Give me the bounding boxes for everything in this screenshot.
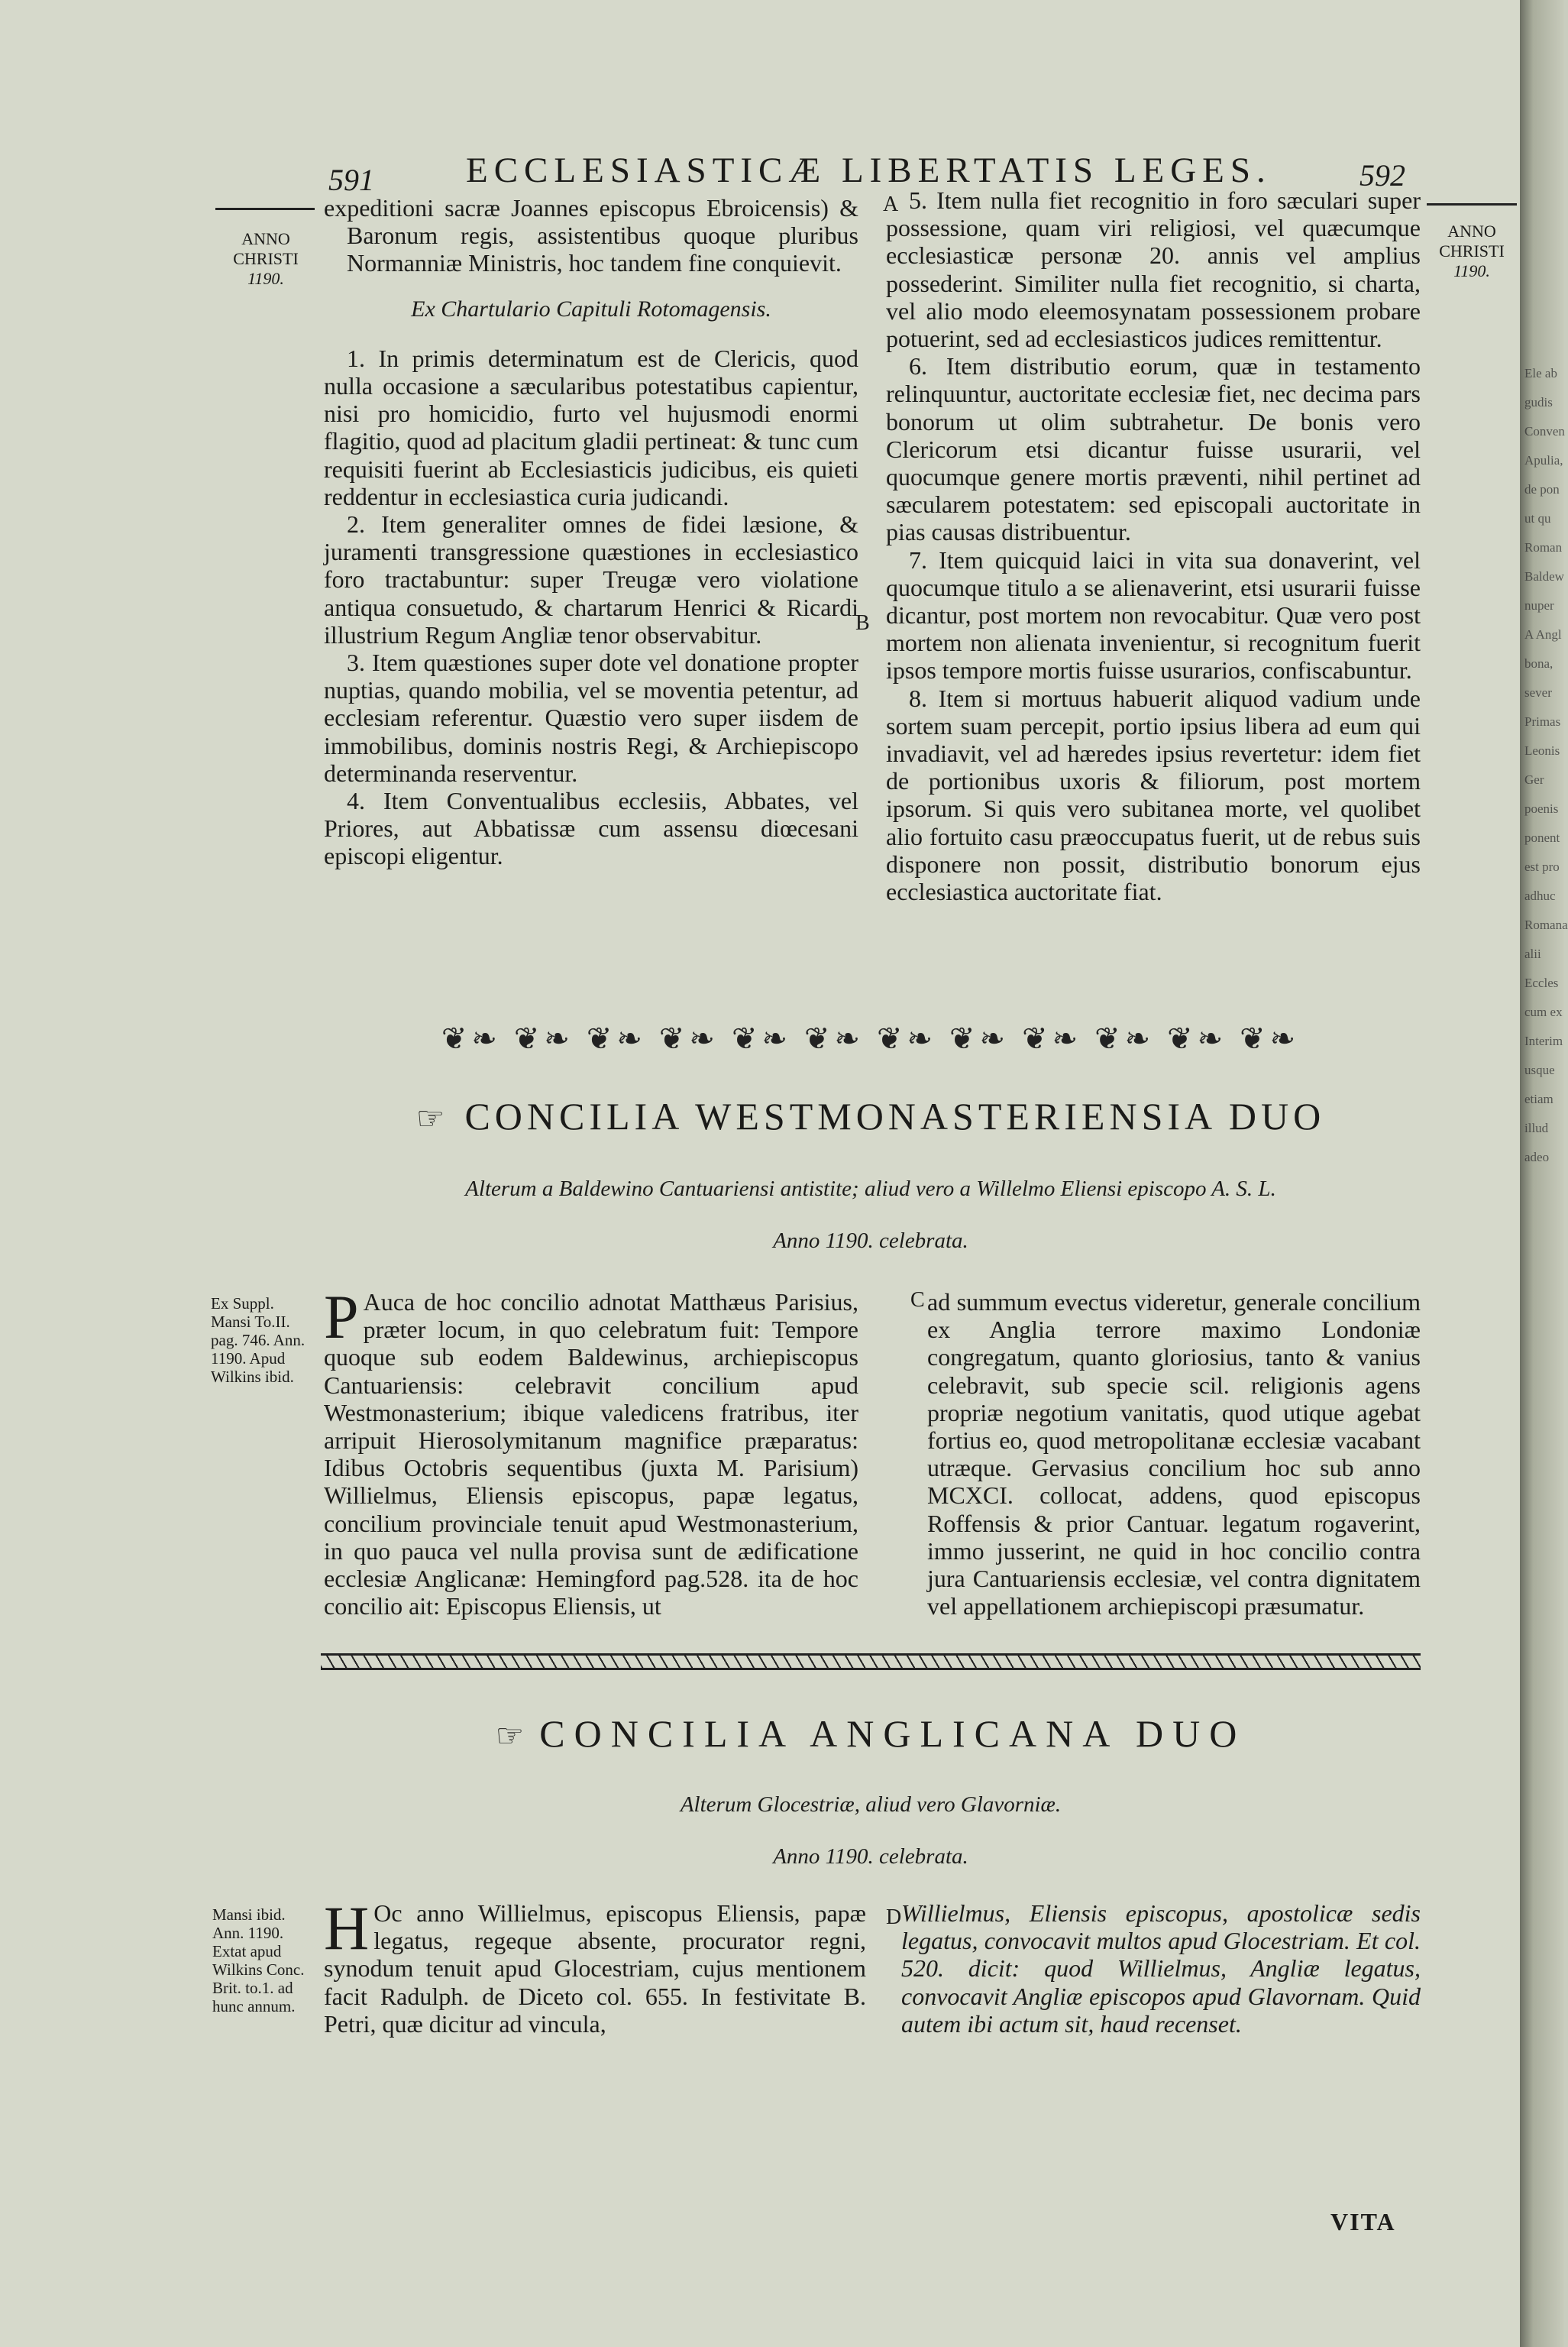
item-7: 7. Item quicquid laici in vita sua donaverint, vel quocumque titulo a se alienaverint, etsi usurarii fuisse dicantur, post mortem non revocabitur. Quæ vero post mortem non alienata invenientur, si recognitum fuerit ipsos tempore mortis fuisse usurarios, confiscabuntur. (886, 545, 1421, 685)
section2-margin-note: Mansi ibid. Ann. 1190. Extat apud Wilkins Conc. Brit. to.1. ad hunc annum. (212, 1905, 305, 2015)
section1-left-body: Auca de hoc concilio adnotat Matthæus Parisius, præter locum, in quo celebratum fuit: Tempore quoque sub eodem Baldewinus, archiepiscopus Cantuariensis: celebravit concilium apud Westmonasterium; ibique valedicens fratribus, iter arripuit Hierosolymitanum magnifice præparatus: Idibus Octobris sequentibus (juxta M. Parisium) Willielmus, Eliensis episcopus, papæ legatus, concilium provinciale tenuit apud Westmonasterium, in quo pauca vel nulla provisa sunt de ædificatione ecclesiæ Anglicanæ: Hemingford pag.528. ita de hoc concilio ait: Episcopus Eliensis, ut (324, 1288, 858, 1620)
section1-left-column (324, 1282, 858, 1620)
column-letter-c: C (910, 1288, 925, 1312)
right-year-note (1427, 222, 1517, 281)
item-4: 4. Item Conventualibus ecclesiis, Abbates, vel Priores, aut Abbatissæ cum assensu diœcesani episcopi eligentur. (324, 787, 858, 870)
facing-page-fragment: Ele ab gudis Conven Apulia, de pon ut qu Roman Baldew nuper A Angl bona, sever Primas Leonis Ger poenis ponent est pro adhuc Romana alii Eccles cum ex Interim usque etiam illud adeo (1524, 366, 1568, 1164)
section1-title: CONCILIA WESTMONASTERIENSIA DUO (464, 1095, 1326, 1138)
left-year-line1: ANNO (241, 229, 290, 248)
section2-left-column (324, 1893, 866, 2038)
section2-right-column (901, 1899, 1421, 2038)
item-5: 5. Item nulla fiet recognitio in foro sæculari super possessione, quam viri religiosi, vel quæcumque ecclesiasticæ personæ 20. annis vel amplius possederint. Similiter nulla fiet recognitio, si charta, vel alio modo eleemosynatam possessionem probare potuerint, sed ad ecclesiasticos judices remittentur. (886, 186, 1421, 353)
left-page-number: 591 (328, 163, 374, 197)
section2-left-text (324, 1893, 866, 2038)
source-line: Ex Chartulario Capituli Rotomagensis. (411, 296, 771, 322)
section1-left-text (324, 1282, 858, 1620)
section2-subtitle: Alterum Glocestriæ, aliud vero Glavorniæ. (680, 1792, 1062, 1817)
item-2: 2. Item generaliter omnes de fidei læsione, & juramenti transgressione quæstiones in ecclesiastico foro tractabuntur: super Treugæ vero violatione antiqua consuetudo, & chartarum Henrici & Ricardi illustrium Regum Angliæ tenor observabitur. (324, 510, 858, 649)
section1-year: Anno 1190. celebrata. (773, 1229, 968, 1253)
left-year-line3: 1190. (247, 269, 284, 288)
left-year-line2: CHRISTI (233, 249, 299, 268)
pointing-hand-icon: ☞ (415, 1102, 450, 1137)
right-year-line3: 1190. (1453, 261, 1490, 280)
column-letter-b: B (855, 611, 870, 635)
section2-right-text: Willielmus, Eliensis episcopus, apostolicæ sedis legatus, convocavit multos apud Glocestriam. Et col. 520. dicit: quod Willielmus, Angliæ legatus, convocavit Angliæ episcopos apud Glavornam. Quid autem ibi actum sit, haud recenset. (901, 1899, 1421, 2038)
running-head: ECCLESIASTICÆ LIBERTATIS LEGES. (466, 151, 1272, 190)
section2-dropcap: H (324, 1893, 370, 1963)
section2-title: CONCILIA ANGLICANA DUO (539, 1712, 1246, 1755)
ornament-row: ❦❧ ❦❧ ❦❧ ❦❧ ❦❧ ❦❧ ❦❧ ❦❧ ❦❧ ❦❧ ❦❧ ❦❧ (441, 1021, 1301, 1056)
item-1: 1. In primis determinatum est de Clericis, quod nulla occasione a sæcularibus potestatibus capientur, nisi pro homicidio, furto vel hujusmodi enormi flagitio, quod ad placitum gladii pertineat: & tunc cum requisiti fuerint ab Ecclesiasticis judicibus, eis quieti reddentur in ecclesiastica curia judicandi. (324, 344, 858, 510)
column-letter-a: A (883, 193, 899, 216)
left-column (324, 194, 858, 870)
item-3: 3. Item quæstiones super dote vel donatione propter nuptias, quando mobilia, vel se moventia petentur, ad ecclesiam referentur. Quæstio vero super iisdem de immobilibus, dominis nostris Regi, & Archiepiscopo determinanda reserventur. (324, 649, 858, 787)
left-dash-rule (215, 208, 315, 210)
right-dash-rule (1427, 203, 1517, 206)
catchword: VITA (1330, 2208, 1396, 2235)
section2-left-body: Oc anno Willielmus, episcopus Eliensis, papæ legatus, regeque absente, procurator regni, synodum tenuit apud Glocestriam, cujus mentionem facit Radulph. de Diceto col. 655. In festivitate B. Petri, quæ dicitur ad vincula, (324, 1899, 866, 2038)
right-page-number: 592 (1359, 158, 1405, 193)
item-6: 6. Item distributio eorum, quæ in testamento relinquuntur, auctoritate ecclesiæ fiet, nec decima pars bonorum ut olim subtrahetur. De bonis vero Clericorum etsi dicantur fuisse usurarii, vel quocumque genere mortis præventi, nihil pertinet ad sæcularem potestatem: sed episcopali auctoritate in pias causas distribuentur. (886, 352, 1421, 546)
right-column (886, 186, 1421, 905)
section2-year: Anno 1190. celebrata. (773, 1844, 968, 1869)
section1-subtitle: Alterum a Baldewino Cantuariensi antistite; aliud vero a Willelmo Eliensi episcopo A. S. L. (465, 1177, 1276, 1201)
left-year-note (212, 229, 319, 289)
section1-dropcap: P (324, 1282, 359, 1352)
intro-paragraph: expeditioni sacræ Joannes episcopus Ebroicensis) & Baronum regis, assistentibus quoque pluribus Normanniæ Ministris, hoc tandem fine conquievit. (324, 194, 858, 277)
section1-title-row (321, 1094, 1421, 1138)
wavy-divider (321, 1653, 1421, 1670)
section1-right-column (927, 1288, 1421, 1620)
section1-margin-note: Ex Suppl. Mansi To.II. pag. 746. Ann. 1190. Apud Wilkins ibid. (211, 1294, 306, 1386)
right-year-line1: ANNO (1447, 222, 1496, 241)
section1-right-text: ad summum evectus videretur, generale concilium ex Anglia terrore maximo Londoniæ congregatum, quanto gloriosius, tanto & vanius celebravit, sub specie scil. religionis agens propriæ negotium vanitatis, quod utique agebat fortius eo, quod metropolitanæ ecclesiæ vacabant utræque. Gervasius concilium hoc sub anno MCXCI. collocat, addens, quod episcopus Roffensis & prior Cantuar. legatum rogaverint, immo jusserint, ne quid in hoc concilio contra jura Cantuariensis ecclesiæ, vel contra dignitatem vel appellationem archiepiscopi præsumatur. (927, 1288, 1421, 1620)
section2-title-row (321, 1711, 1421, 1756)
pointing-hand-icon-2: ☞ (495, 1719, 525, 1754)
item-8: 8. Item si mortuus habuerit aliquod vadium unde sortem suam percepit, portio ipsius libera ad eum qui invadiavit, vel ad hæredes ipsius revertetur: idem fiet de portionibus uxoris & filiorum, post mortem ipsorum. Si quis vero subitanea morte, vel quolibet alio fortuito casu præoccupatus fuerit, ut de rebus suis disponere non possit, distributio bonorum ejus ecclesiastica auctoritate fiat. (886, 684, 1421, 906)
right-year-line2: CHRISTI (1439, 241, 1505, 261)
column-letter-d: D (886, 1905, 902, 1929)
